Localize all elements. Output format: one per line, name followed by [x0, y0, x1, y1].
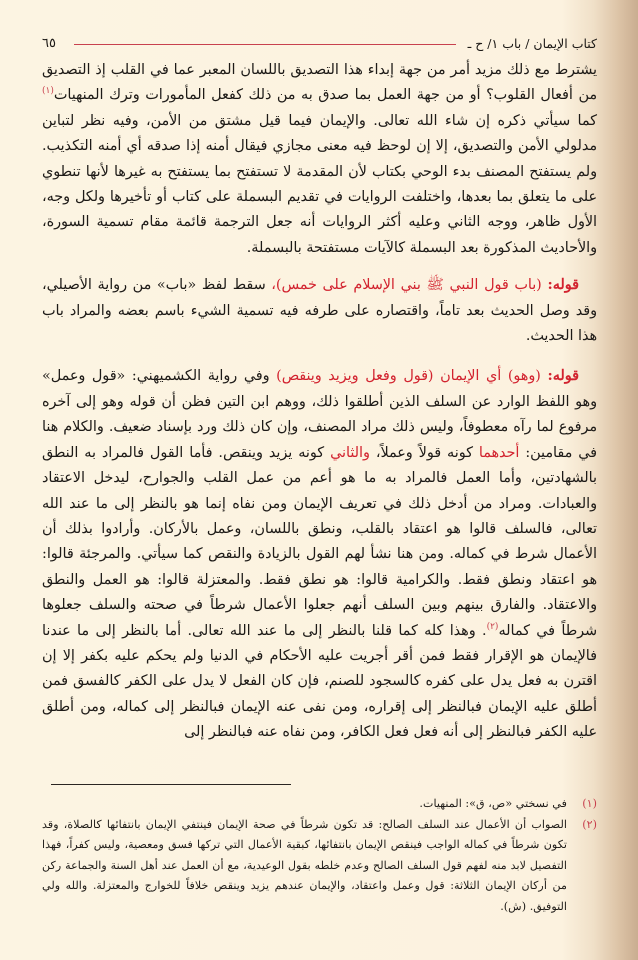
footnote-separator: [51, 784, 291, 785]
paragraph-3-end: . وهذا كله كما قلنا بالنظر إلى ما عند الله تعالى. أما بالنظر إلى ما عندنا فالإيمان هو الإقرار فقط فمن أقر أجريت عليه الأحكام في الدنيا ولم يحكم عليه بكفر إلا إن اقترن به فعل يدل على كفره كالسجود للصنم، فإن كان الفعل لا يدل على الكفر كالفسق فمن أطلق عليه الإيمان فبالنظر إلى إقراره، ومن نفى عنه الإيمان فبالنظر إلى كماله، ومن أطلق عليه الكفر فبالنظر إلى أنه فعل فعل الكافر، ومن نفاه عنه فبالنظر إلى: [42, 622, 597, 741]
footnote-ref-2[interactable]: (٢): [486, 621, 499, 632]
footnote-1: [42, 794, 597, 815]
running-header: [42, 32, 597, 54]
footnote-text: الصواب أن الأعمال عند السلف الصالح: قد تكون شرطاً في صحة الإيمان فينتفي الإيمان بانتفائها كالصلاة، وقد تكون شرطاً في كماله الواجب فينقص الإيمان بانتفائها، كبقية الأعمال التي تركها فسق ومعصية، وليس كفراً، فهذا التفصيل لابد منه لفهم قول السلف الصالح وعدم خلطه بقول الوعيدية، مع أن العمل عند أهل السنة والجماعة ركن من أركان الإيمان الثلاثة: قول وعمل واعتقاد، والإيمان عندهم يزيد وينقص خلافاً للخوارج والمعتزلة. والله ولي التوفيق. (ش).: [42, 817, 567, 913]
paragraph-3-text: وفي رواية الكشميهني: «قول وعمل» وهو اللفظ الوارد عن السلف الذين أطلقوا ذلك، ووهم ابن التين فظن أن قوله وهو إلى آخره مرفوع لما رآه معطوفاً، وليس ذلك مراد المصنف، وإن كان ذلك ورد بإسناد ضعيف. والكلام هنا في مقامين:: [42, 368, 597, 461]
paragraph-1-continuation: كما سيأتي ذكره إن شاء الله تعالى. والإيمان فيما قيل مشتق من الأمن، وفيه نظر لتباين مدلولي الأمن والتصديق، إلا إن لوحظ فيه معنى مجازي فيقال أمنه إذا صدقه أي أمنه التكذيب. ولم يستفتح المصنف بدء الوحي بكتاب لأن المقدمة لا تستفتح بما يستفتح به غيرها لأنها تنطوي على ما يتعلق بما بعدها، واختلفت الروايات في تقديم البسملة على كتاب أو تأخيرها ولكل وجه، الأول ظاهر، ووجه الثاني وعليه أكثر الروايات أنه جعل الترجمة قائمة مقام تسمية السورة، والأحاديث المذكورة بعد البسملة كالآيات مستفتحة بالبسملة.: [42, 112, 597, 256]
second-point-label: والثاني: [330, 444, 370, 461]
book-page: [42, 0, 597, 960]
main-text: [42, 58, 597, 746]
footnote-ref-1[interactable]: (١): [42, 86, 54, 97]
header-rule: [74, 44, 456, 45]
paragraph-1-text: يشترط مع ذلك مزيد أمر من جهة إبداء هذا التصديق باللسان المعبر عما في القلب إذ التصديق من أفعال القلوب؟ أو من جهة العمل بما صدق به من ذلك كفعل المأمورات وترك المنهيات: [42, 62, 597, 104]
running-title: كتاب الإيمان / باب ١/ ح ـ: [467, 35, 597, 51]
quoted-heading: (وهو) أي الإيمان (قول وفعل ويزيد وينقص): [276, 368, 548, 385]
paragraph-3-mid: كونه قولاً وعملاً،: [369, 444, 479, 461]
qawluhu-label: قوله:: [547, 277, 579, 294]
footnotes: [42, 794, 597, 918]
qawluhu-label: قوله:: [547, 368, 579, 385]
footnote-number: (٢): [582, 817, 597, 831]
paragraph-1: [42, 58, 597, 261]
quoted-heading: (باب قول النبي ﷺ بني الإسلام على خمس)،: [271, 277, 548, 294]
page-number: ٦٥: [42, 35, 56, 51]
footnote-2: [42, 815, 597, 918]
first-point-label: أحدهما: [478, 444, 520, 461]
paragraph-3-continuation: كونه يزيد وينقص. فأما القول فالمراد به النطق بالشهادتين، وأما العمل فالمراد به ما هو أعم من عمل القلب والجوارح، ليدخل الاعتقاد والعبادات. ومراد من أدخل ذلك في تعريف الإيمان ومن نفاه إنما هو بالنظر إلى ما عند الله تعالى، فالسلف قالوا هو اعتقاد بالقلب، ونطق باللسان، وعمل بالأركان. وأرادوا بذلك أن الأعمال شرط في كماله. ومن هنا نشأ لهم القول بالزيادة والنقص كما سيأتي. والمرجئة قالوا: هو اعتقاد ونطق فقط. والكرامية قالوا: هو نطق فقط. والمعتزلة قالوا: هو العمل والنطق والاعتقاد. والفارق بينهم وبين السلف أنهم جعلوا الأعمال شرطاً في صحته والسلف جعلوها شرطاً في كماله: [42, 444, 597, 639]
paragraph-2-text: سقط لفظ «باب» من رواية الأصيلي، وقد وصل الحديث بعد تاماً، واقتصاره على طرفه فيه تسمية الشيء باسم بعضه والمراد باب هذا الحديث.: [42, 277, 597, 345]
paragraph-2: [42, 273, 597, 349]
paragraph-3: [42, 364, 597, 745]
footnote-number: (١): [582, 797, 597, 810]
footnote-text: في نسختي «ص، ق»: المنهيات.: [419, 797, 567, 810]
